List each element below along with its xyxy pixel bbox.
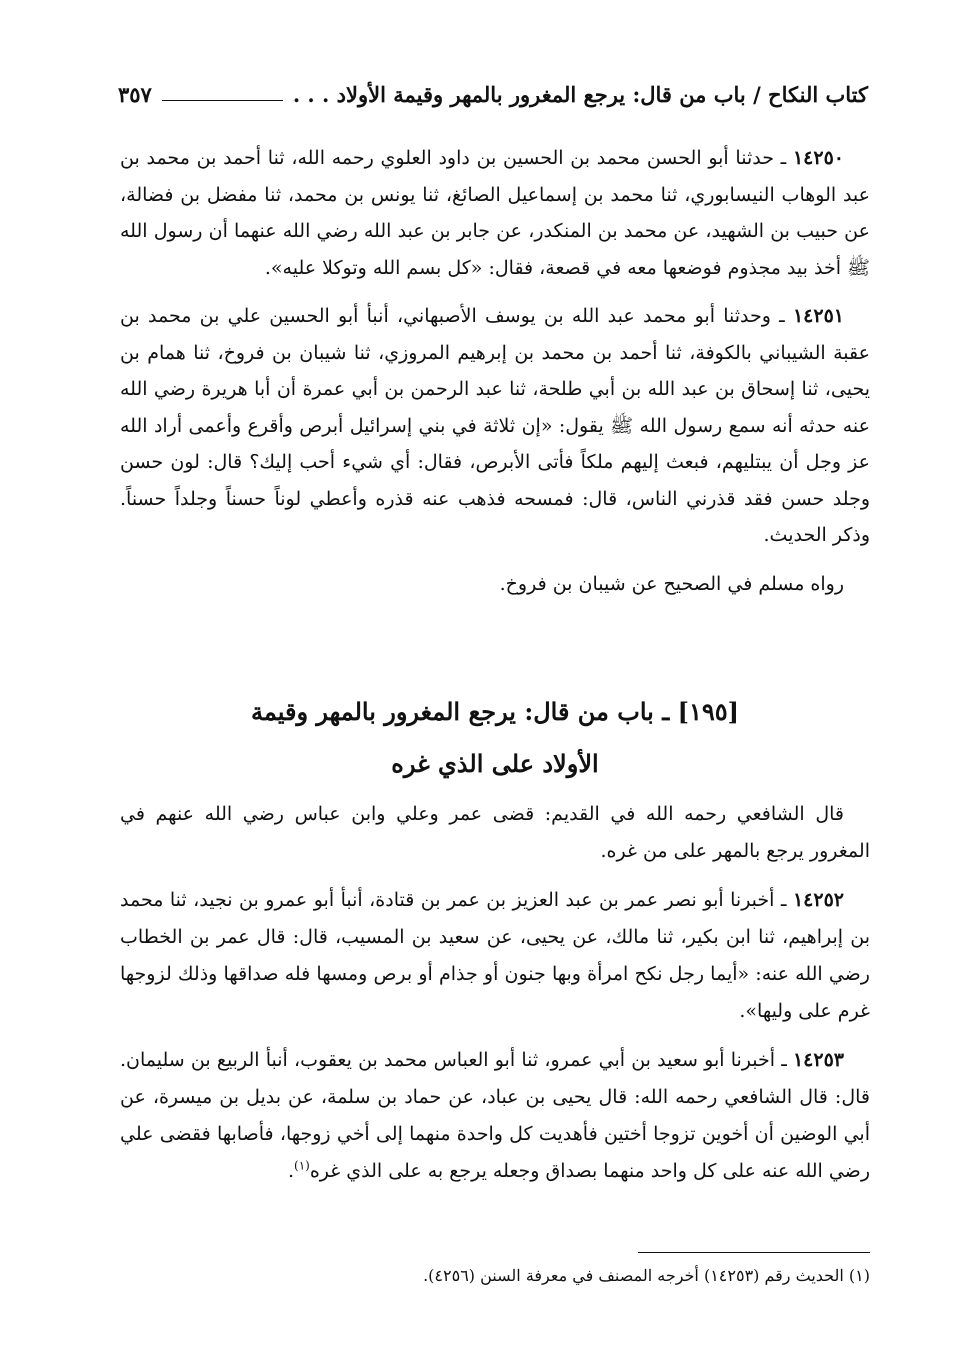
chapter-heading [120,686,870,790]
hadith-number: ١٤٢٥١ [792,305,844,327]
riwaya-note: رواه مسلم في الصحيح عن شيبان بن فروخ. [499,572,844,595]
hadith-text: ـ وحدثنا أبو محمد عبد الله بن يوسف الأصبهاني، أنبأ أبو الحسين علي بن محمد بن عقبة الشيباني بالكوفة، ثنا أحمد بن محمد بن إبرهيم المروزي، ثنا شيبان بن فروخ، ثنا همام بن يحيى، ثنا إسحاق بن عبد الله بن أبي طلحة، ثنا عبد الرحمن بن أبي عمرة أن أبا هريرة رضي الله عنه حدثه أنه سمع رسول الله ﷺ يقول: «إن ثلاثة في بني إسرائيل أبرص وأقرع وأعمى أراد الله عز وجل أن يبتليهم، فبعث إليهم ملكاً فأتى الأبرص، فقال: أي شيء أحب إليك؟ قال: لون حسن وجلد حسن فقد قذرني الناس، قال: فمسحه فذهب عنه قذره وأعطي لوناً حسناً وجلداً حسناً. وذكر الحديث. [120,305,870,546]
hadith-number: ١٤٢٥٣ [792,1049,844,1071]
hadith-text-end: . [287,1160,295,1182]
footnote-separator [638,1252,870,1253]
hadith-text: ـ أخبرنا أبو نصر عمر بن عبد العزيز بن عمر بن قتادة، أنبأ أبو عمرو بن نجيد، ثنا محمد بن إبراهيم، ثنا ابن بكير، ثنا مالك، عن يحيى، عن سعيد بن المسيب، قال: قال عمر بن الخطاب رضي الله عنه: «أيما رجل نكح امرأة وبها جنون أو جذام أو برص ومسها فله صداقها وذلك لزوجها غرم على وليها». [120,889,870,1022]
hadith-number: ١٤٢٥٢ [792,889,844,911]
footnote-text: (١) الحديث رقم (١٤٢٥٣) أخرجه المصنف في معرفة السنن (٤٢٥٦). [423,1266,870,1285]
running-head-rule [162,100,283,101]
hadith-number: ١٤٢٥٠ [792,147,844,169]
main-text-lower [120,796,870,1202]
running-head-title: كتاب النكاح / باب من قال: يرجع المغرور بالمهر وقيمة الأولاد . . . [292,81,868,107]
running-head [118,74,868,114]
hadith-paragraph [120,140,870,286]
chapter-heading-line-2: الأولاد على الذي غره [391,749,599,778]
hadith-paragraph [120,1042,870,1190]
shafii-quote: قال الشافعي رحمه الله في القديم: قضى عمر وعلي وابن عباس رضي الله عنهم في المغرور يرجع بالمهر على من غره. [120,803,870,862]
hadith-text: ـ أخبرنا أبو سعيد بن أبي عمرو، ثنا أبو العباس محمد بن يعقوب، أنبأ الربيع بن سليمان. قال: قال الشافعي رحمه الله: قال يحيى بن عباد، عن حماد بن سلمة، عن بديل بن ميسرة، عن أبي الوضين أن أخوين تزوجا أختين فأهديت كل واحدة منهما إلى أخي زوجها، فأصابها فقضى علي رضي الله عنه على كل واحد منهما بصداق وجعله يرجع به على الذي غره [120,1049,870,1182]
page-number: ٣٥٧ [118,81,152,107]
chapter-heading-line-1: [١٩٥] ـ باب من قال: يرجع المغرور بالمهر وقيمة [251,697,739,726]
hadith-paragraph [120,298,870,554]
hadith-text: ـ حدثنا أبو الحسن محمد بن الحسين بن داود العلوي رحمه الله، ثنا أحمد بن محمد بن عبد الوهاب النيسابوري، ثنا محمد بن إسماعيل الصائغ، ثنا يونس بن محمد، ثنا مفضل بن فضالة، عن حبيب بن الشهيد، عن محمد بن المنكدر، عن جابر بن عبد الله رضي الله عنهما أن رسول الله ﷺ أخذ بيد مجذوم فوضعها معه في قصعة، فقال: «كل بسم الله وتوكلا عليه». [120,147,870,279]
hadith-paragraph [120,882,870,1030]
main-text-upper [120,140,870,614]
footnote-marker[interactable]: (١) [294,1158,310,1173]
